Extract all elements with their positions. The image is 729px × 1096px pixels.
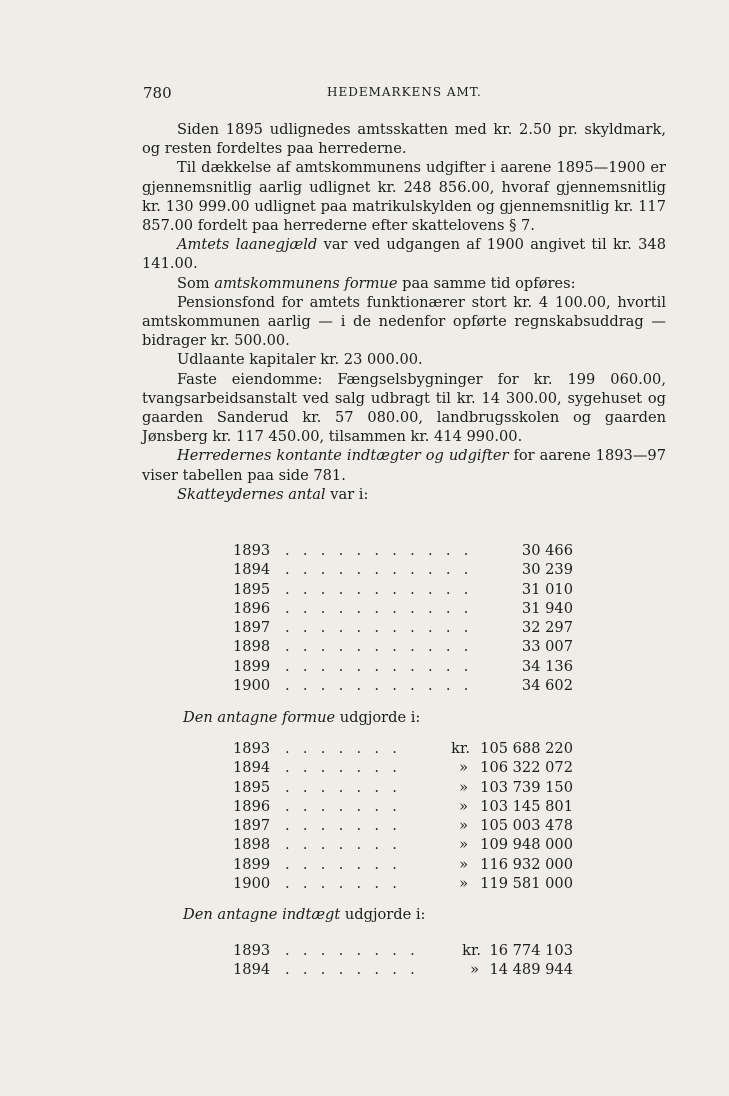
taxpayers-term: Skatteydernes antal — [177, 485, 326, 503]
paragraph-debt — [142, 235, 666, 273]
value-cell: 103 739 150 — [480, 778, 573, 796]
indtaegt-label — [183, 906, 425, 923]
leader-dots: . . . . . . . . . . . — [285, 599, 473, 617]
paragraph-pension-fund: Pensionsfond for amtets funktionærer stort kr. 4 100.00, hvortil amtskommunen aarlig — i de nedenfor opførte regnskabsuddrag — bidrager kr. 500.00. — [142, 293, 666, 350]
year-cell: 1893 — [233, 740, 271, 757]
paragraph-tax-rate: Siden 1895 udlignedes amtsskatten med kr. 2.50 pr. skyldmark, og resten fordeltes paa herrederne. — [142, 121, 666, 158]
year-cell: 1896 — [233, 797, 271, 815]
value-cell: 31 010 — [521, 580, 573, 598]
year-cell: 1895 — [233, 580, 271, 598]
year-cell: 1896 — [233, 599, 271, 617]
year-cell: 1894 — [233, 961, 271, 979]
leader-dots: . . . . . . . . — [285, 961, 420, 979]
year-cell: 1898 — [233, 836, 271, 854]
indtaegt-label-a: Den antagne — [183, 906, 278, 923]
indtaegt-label-c: udgjorde i: — [344, 906, 426, 923]
unit-cell: » — [459, 836, 468, 854]
formue-label-a: Den antagne — [183, 709, 278, 726]
district-accounts-text: for aarene 1893—97 viser tabellen paa side 781. — [142, 447, 666, 484]
value-cell: 105 003 478 — [480, 817, 573, 835]
formue-label-c: udgjorde i: — [339, 709, 421, 726]
leader-dots: . . . . . . . — [285, 836, 402, 854]
paragraph-district-accounts — [142, 446, 666, 484]
year-cell: 1893 — [233, 542, 271, 559]
leader-dots: . . . . . . . — [285, 855, 402, 873]
leader-dots: . . . . . . . . . . . — [285, 677, 473, 695]
value-cell: 34 602 — [521, 677, 573, 695]
page-number: 780 — [143, 84, 172, 102]
leader-dots: . . . . . . . — [285, 817, 402, 835]
assets-intro-b: paa samme tid opføres: — [397, 274, 576, 292]
leader-dots: . . . . . . . . . . . — [285, 561, 473, 579]
value-cell: 16 774 103 — [489, 942, 573, 959]
unit-cell: » — [459, 817, 468, 835]
value-cell: 33 007 — [521, 638, 573, 656]
year-cell: 1897 — [233, 817, 271, 835]
leader-dots: . . . . . . . — [285, 797, 402, 815]
year-cell: 1894 — [233, 759, 271, 777]
year-cell: 1895 — [233, 778, 271, 796]
leader-dots: . . . . . . . — [285, 740, 402, 757]
leader-dots: . . . . . . . . — [285, 942, 420, 959]
paragraph-loans: Udlaante kapitaler kr. 23 000.00. — [177, 351, 423, 369]
assets-intro-a: Som — [177, 274, 215, 292]
value-cell: 30 466 — [521, 542, 573, 559]
value-cell: 34 136 — [521, 657, 573, 675]
leader-dots: . . . . . . . . . . . — [285, 657, 473, 675]
year-cell: 1900 — [233, 875, 271, 893]
paragraph-real-estate: Faste eiendomme: Fængselsbygninger for kr. 199 060.00, tvangsarbeidsanstalt ved salg udbragt til kr. 14 300.00, sygehuset og gaarden Sanderud kr. 57 080.00, landbrugsskolen og gaarden Jønsberg kr. 117 450.00, tilsammen kr. 414 990.00. — [142, 370, 666, 446]
year-cell: 1897 — [233, 619, 271, 637]
body-text — [142, 120, 666, 504]
value-cell: 119 581 000 — [480, 875, 573, 893]
year-cell: 1898 — [233, 638, 271, 656]
paragraph-expenses: Til dækkelse af amtskommunens udgifter i aarene 1895—1900 er gjennemsnitlig aarlig udlignet kr. 248 856.00, hvoraf gjennemsnitlig kr. 130 999.00 udlignet paa matrikulskylden og gjennemsnitlig kr. 117 857.00 fordelt paa herrederne efter skattelovens § 7. — [142, 159, 666, 235]
paragraph-assets-intro — [142, 274, 666, 293]
leader-dots: . . . . . . . . . . . — [285, 542, 473, 559]
leader-dots: . . . . . . . . . . . — [285, 580, 473, 598]
unit-cell: kr. — [462, 942, 481, 959]
value-cell: 106 322 072 — [480, 759, 573, 777]
value-cell: 30 239 — [521, 561, 573, 579]
year-cell: 1899 — [233, 855, 271, 873]
value-cell: 109 948 000 — [480, 836, 573, 854]
unit-cell: » — [459, 759, 468, 777]
running-title: HEDEMARKENS AMT. — [327, 85, 482, 99]
debt-text: var ved udgangen af 1900 angivet til kr. 348 141.00. — [142, 236, 666, 273]
value-cell: 116 932 000 — [480, 855, 573, 873]
unit-cell: » — [459, 855, 468, 873]
value-cell: 105 688 220 — [480, 740, 573, 757]
unit-cell: » — [459, 778, 468, 796]
year-cell: 1900 — [233, 677, 271, 695]
value-cell: 14 489 944 — [489, 961, 573, 979]
leader-dots: . . . . . . . . . . . — [285, 619, 473, 637]
unit-cell: » — [459, 875, 468, 893]
year-cell: 1899 — [233, 657, 271, 675]
formue-label — [183, 709, 420, 726]
unit-cell: kr. — [451, 740, 470, 757]
taxpayers-text: var i: — [325, 485, 369, 503]
indtaegt-label-b: indtægt — [282, 906, 341, 923]
year-cell: 1894 — [233, 561, 271, 579]
page-header — [143, 84, 666, 104]
district-accounts-term: Herredernes kontante indtægter og udgifter — [177, 447, 509, 465]
leader-dots: . . . . . . . — [285, 759, 402, 777]
unit-cell: » — [459, 797, 468, 815]
leader-dots: . . . . . . . — [285, 875, 402, 893]
debt-term: Amtets laanegjæld — [177, 236, 318, 254]
paragraph-taxpayers-intro — [142, 485, 666, 504]
value-cell: 31 940 — [521, 599, 573, 617]
value-cell: 103 145 801 — [480, 797, 573, 815]
leader-dots: . . . . . . . . . . . — [285, 638, 473, 656]
value-cell: 32 297 — [521, 619, 573, 637]
unit-cell: » — [470, 961, 479, 979]
formue-label-b: formue — [282, 709, 336, 726]
assets-term: amtskommunens formue — [214, 274, 398, 292]
leader-dots: . . . . . . . — [285, 778, 402, 796]
year-cell: 1893 — [233, 942, 271, 959]
